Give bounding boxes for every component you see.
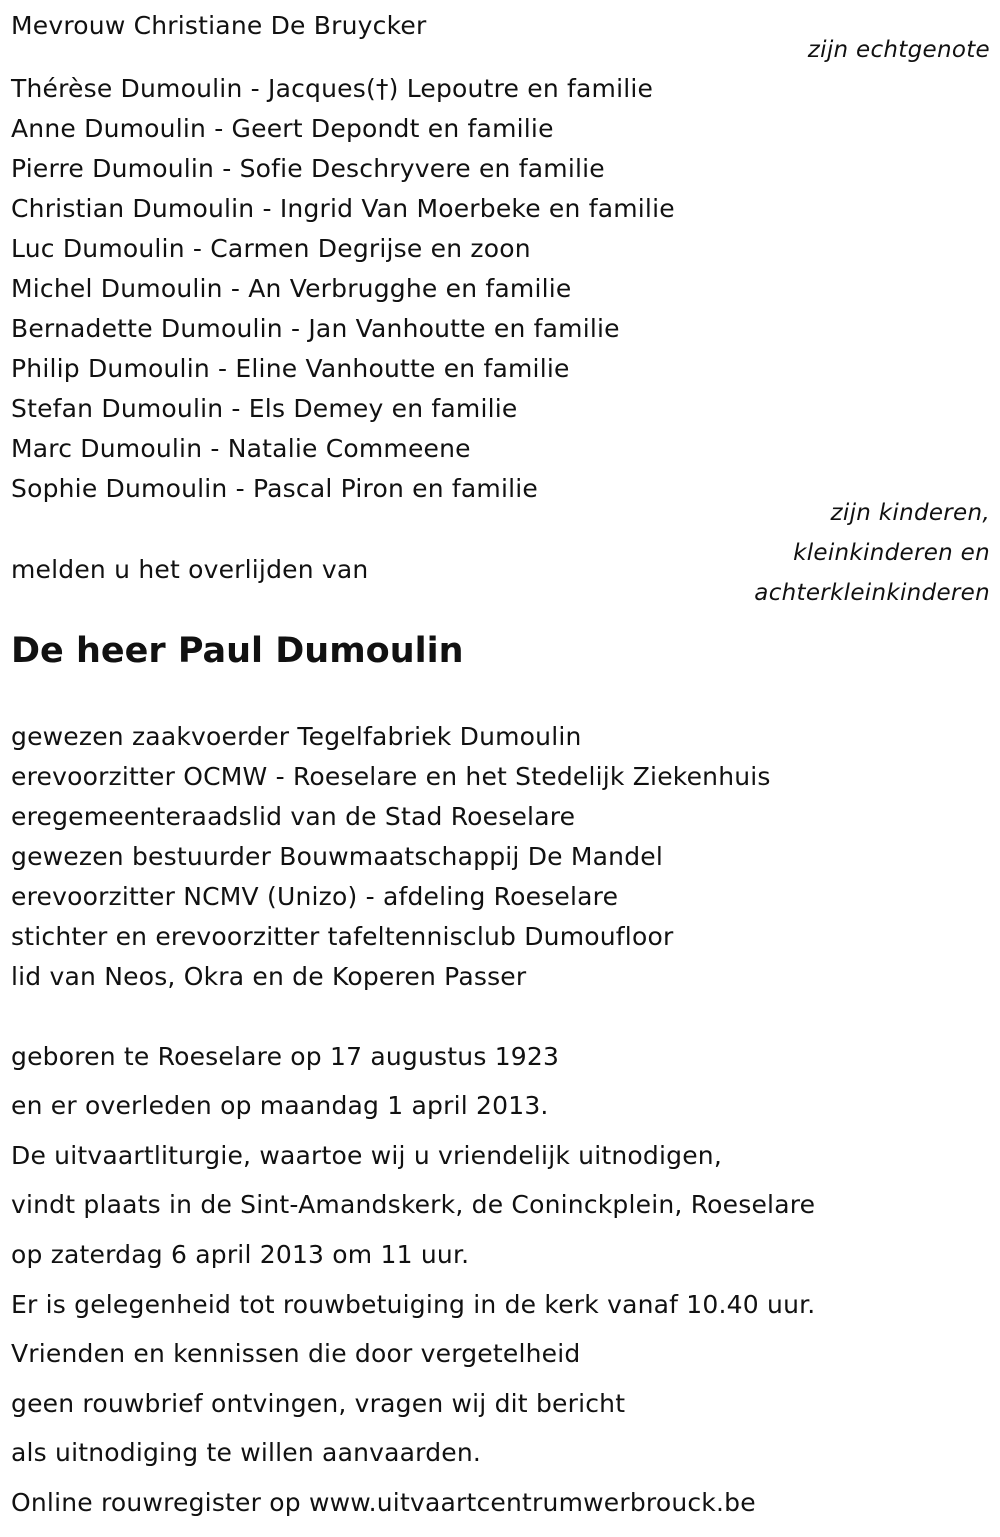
spouse-role: zijn echtgenote [807,37,990,63]
child-line: Thérèse Dumoulin - Jacques(†) Lepoutre en familie [11,74,654,103]
title-line: eregemeenteraadslid van de Stad Roeselare [11,802,576,831]
detail-line: geboren te Roeselare op 17 augustus 1923 [11,1042,560,1071]
detail-line: geen rouwbrief ontvingen, vragen wij dit bericht [11,1389,626,1418]
spouse-name: Mevrouw Christiane De Bruycker [11,11,427,40]
announcement: melden u het overlijden van [11,555,369,584]
child-line: Anne Dumoulin - Geert Depondt en familie [11,114,554,143]
child-line: Christian Dumoulin - Ingrid Van Moerbeke en familie [11,194,675,223]
title-line: gewezen bestuurder Bouwmaatschappij De Mandel [11,842,664,871]
child-line: Sophie Dumoulin - Pascal Piron en familie [11,474,538,503]
detail-line: Er is gelegenheid tot rouwbetuiging in de kerk vanaf 10.40 uur. [11,1290,816,1319]
child-line: Philip Dumoulin - Eline Vanhoutte en familie [11,354,570,383]
detail-line: op zaterdag 6 april 2013 om 11 uur. [11,1240,470,1269]
child-line: Bernadette Dumoulin - Jan Vanhoutte en familie [11,314,620,343]
children-role-line: zijn kinderen, [830,500,990,526]
title-line: erevoorzitter NCMV (Unizo) - afdeling Roeselare [11,882,619,911]
detail-line: Vrienden en kennissen die door vergetelheid [11,1339,581,1368]
detail-line: vindt plaats in de Sint-Amandskerk, de Coninckplein, Roeselare [11,1190,816,1219]
online-register-line: Online rouwregister op www.uitvaartcentrumwerbrouck.be [11,1488,756,1517]
title-line: lid van Neos, Okra en de Koperen Passer [11,962,527,991]
child-line: Marc Dumoulin - Natalie Commeene [11,434,471,463]
child-line: Stefan Dumoulin - Els Demey en familie [11,394,518,423]
child-line: Pierre Dumoulin - Sofie Deschryvere en familie [11,154,605,183]
title-line: erevoorzitter OCMW - Roeselare en het Stedelijk Ziekenhuis [11,762,771,791]
detail-line: als uitnodiging te willen aanvaarden. [11,1438,482,1467]
children-role-line: kleinkinderen en [793,540,990,566]
title-line: stichter en erevoorzitter tafeltennisclub Dumoufloor [11,922,674,951]
deceased-name: De heer Paul Dumoulin [11,631,464,671]
children-role-line: achterkleinkinderen [754,580,990,606]
detail-line: en er overleden op maandag 1 april 2013. [11,1091,549,1120]
title-line: gewezen zaakvoerder Tegelfabriek Dumoulin [11,722,582,751]
detail-line: De uitvaartliturgie, waartoe wij u vriendelijk uitnodigen, [11,1141,722,1170]
child-line: Luc Dumoulin - Carmen Degrijse en zoon [11,234,531,263]
child-line: Michel Dumoulin - An Verbrugghe en familie [11,274,572,303]
